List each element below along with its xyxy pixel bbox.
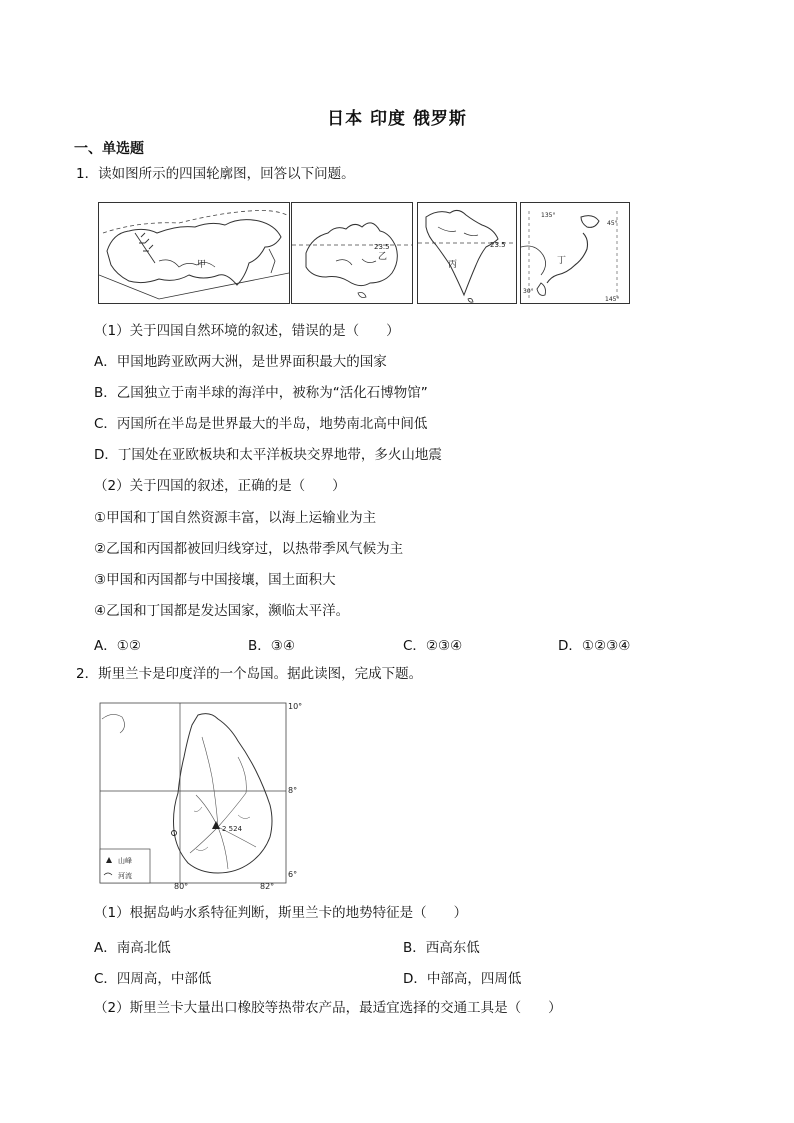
q2-sub1-stem: （1）根据岛屿水系特征判断，斯里兰卡的地势特征是（ ） [94, 905, 468, 921]
map-russia-outline [99, 203, 289, 303]
map-australia [291, 202, 413, 304]
map-india [417, 202, 517, 304]
map-japan-label: 丁 [557, 256, 567, 266]
map-japan-lat-bottom: 30° [523, 288, 534, 295]
q2-sub1-option-b[interactable]: B．西高东低 [403, 940, 480, 956]
map-sri-lanka-legend-peak: 山峰 [118, 857, 132, 865]
map-japan-lon-left: 135° [541, 212, 556, 219]
q1-sub2-statement-1: ①甲国和丁国自然资源丰富，以海上运输业为主 [94, 510, 377, 526]
q1-sub1-option-d[interactable]: D．丁国处在亚欧板块和太平洋板块交界地带，多火山地震 [94, 447, 442, 463]
q1-sub1-option-b[interactable]: B．乙国独立于南半球的海洋中，被称为“活化石博物馆” [94, 385, 428, 401]
q1-sub2-statement-3: ③甲国和丙国都与中国接壤，国土面积大 [94, 572, 336, 588]
q1-sub1-stem: （1）关于四国自然环境的叙述，错误的是（ ） [94, 323, 400, 339]
page-title: 日本 印度 俄罗斯 [327, 109, 467, 129]
map-japan-outline [521, 203, 629, 303]
q1-sub2-stem: （2）关于四国的叙述，正确的是（ ） [94, 478, 346, 494]
q2-sub2-stem: （2）斯里兰卡大量出口橡胶等热带农产品，最适宜选择的交通工具是（ ） [94, 1000, 562, 1016]
map-sri-lanka-lon-80: 80° [174, 882, 189, 891]
q1-sub2-option-b[interactable]: B．③④ [248, 638, 295, 654]
section-heading: 一、单选题 [74, 141, 144, 157]
map-sri-lanka-lon-82: 82° [260, 882, 275, 891]
q1-sub1-option-c[interactable]: C．丙国所在半岛是世界最大的半岛，地势南北高中间低 [94, 416, 428, 432]
map-sri-lanka-lat-10: 10° [288, 702, 303, 711]
map-japan-lon-right: 145° [605, 296, 620, 303]
map-japan-lat-top: 45° [607, 220, 618, 227]
map-india-lat: 23.5 [490, 241, 506, 249]
q1-sub2-option-a[interactable]: A．①② [94, 638, 141, 654]
map-sri-lanka-peak: 2 524 [222, 825, 243, 833]
map-sri-lanka-figure [98, 697, 304, 891]
map-sri-lanka-lat-6: 6° [288, 870, 298, 879]
q2-sub1-option-d[interactable]: D．中部高，四周低 [403, 971, 522, 987]
q1-sub2-statement-2: ②乙国和丙国都被回归线穿过，以热带季风气候为主 [94, 541, 404, 557]
q1-sub2-statement-4: ④乙国和丁国都是发达国家，濒临太平洋。 [94, 603, 350, 619]
q1-sub2-option-c[interactable]: C．②③④ [403, 638, 463, 654]
map-australia-label: 乙 [378, 252, 388, 262]
map-sri-lanka-lat-8: 8° [288, 786, 298, 795]
q2-sub1-option-c[interactable]: C．四周高，中部低 [94, 971, 212, 987]
map-australia-outline [292, 203, 412, 303]
map-russia [98, 202, 290, 304]
map-sri-lanka-legend-river: 河流 [118, 872, 132, 880]
q2-stem: 2．斯里兰卡是印度洋的一个岛国。据此读图，完成下题。 [76, 666, 423, 682]
q1-sub2-option-d[interactable]: D．①②③④ [558, 638, 631, 654]
q1-stem: 1．读如图所示的四国轮廓图，回答以下问题。 [76, 166, 355, 182]
map-japan [520, 202, 630, 304]
map-india-label: 丙 [448, 260, 458, 270]
map-russia-label: 甲 [197, 260, 207, 270]
q2-sub1-option-a[interactable]: A．南高北低 [94, 940, 171, 956]
q1-sub1-option-a[interactable]: A．甲国地跨亚欧两大洲，是世界面积最大的国家 [94, 354, 387, 370]
map-australia-lat: 23.5 [374, 243, 390, 251]
map-sri-lanka [98, 697, 304, 891]
map-india-outline [418, 203, 516, 303]
